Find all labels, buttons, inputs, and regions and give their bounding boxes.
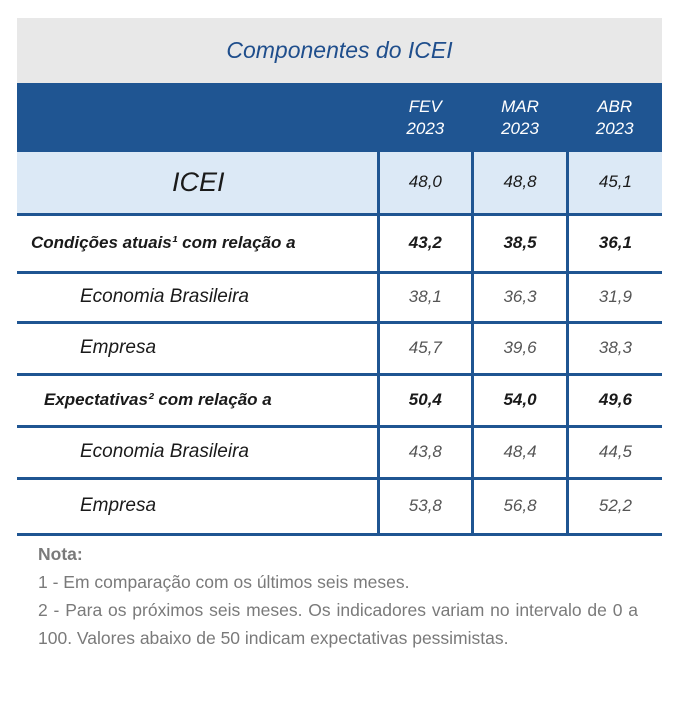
table-row-icei xyxy=(17,152,662,214)
cell-value: 38,5 xyxy=(473,214,568,272)
cell-value: 48,0 xyxy=(378,152,473,214)
month-label: FEV xyxy=(408,96,442,116)
cell-value: 48,8 xyxy=(473,152,568,214)
data-table xyxy=(17,152,662,536)
icei-components-table xyxy=(17,18,662,536)
cell-value: 31,9 xyxy=(567,272,662,322)
table-row-current-company xyxy=(17,322,662,374)
note-title: Nota: xyxy=(38,544,83,564)
header-month-feb xyxy=(378,83,473,152)
table-title-band xyxy=(17,18,662,83)
table-title: Componentes do ICEI xyxy=(226,37,453,63)
cell-value: 52,2 xyxy=(567,478,662,534)
cell-value: 36,1 xyxy=(567,214,662,272)
row-label: Empresa xyxy=(80,495,157,516)
month-year: 2023 xyxy=(501,118,539,138)
cell-value: 43,8 xyxy=(378,426,473,478)
cell-value: 49,6 xyxy=(567,374,662,426)
cell-value: 39,6 xyxy=(473,322,568,374)
table-row-current-conditions xyxy=(17,214,662,272)
cell-value: 38,1 xyxy=(378,272,473,322)
note-line-2: 2 - Para os próximos seis meses. Os indicadores variam no intervalo de 0 a 100. Valores abaixo de 50 indicam expectativas pessimistas. xyxy=(38,600,638,648)
row-label: Expectativas² com relação a xyxy=(44,390,272,409)
month-label: ABR xyxy=(597,96,633,116)
table-row-current-economy xyxy=(17,272,662,322)
note-line-1: 1 - Em comparação com os últimos seis meses. xyxy=(38,572,410,592)
cell-value: 45,1 xyxy=(567,152,662,214)
cell-value: 56,8 xyxy=(473,478,568,534)
cell-value: 36,3 xyxy=(473,272,568,322)
month-label: MAR xyxy=(501,96,539,116)
table-row-expected-company xyxy=(17,478,662,534)
header-label-cell xyxy=(17,83,378,152)
row-label: Economia Brasileira xyxy=(80,441,249,462)
cell-value: 44,5 xyxy=(567,426,662,478)
row-label: ICEI xyxy=(172,166,225,197)
cell-value: 54,0 xyxy=(473,374,568,426)
cell-value: 43,2 xyxy=(378,214,473,272)
cell-value: 50,4 xyxy=(378,374,473,426)
cell-value: 38,3 xyxy=(567,322,662,374)
footnote xyxy=(38,540,638,652)
row-label: Empresa xyxy=(80,337,157,358)
row-label: Condições atuais¹ com relação a xyxy=(31,233,296,252)
header-month-mar xyxy=(473,83,568,152)
table-row-expected-economy xyxy=(17,426,662,478)
table-row-expectations xyxy=(17,374,662,426)
cell-value: 53,8 xyxy=(378,478,473,534)
cell-value: 45,7 xyxy=(378,322,473,374)
row-label: Economia Brasileira xyxy=(80,286,249,307)
header-month-apr xyxy=(567,83,662,152)
header-row xyxy=(17,83,662,152)
month-year: 2023 xyxy=(595,118,634,138)
cell-value: 48,4 xyxy=(473,426,568,478)
month-year: 2023 xyxy=(406,118,445,138)
